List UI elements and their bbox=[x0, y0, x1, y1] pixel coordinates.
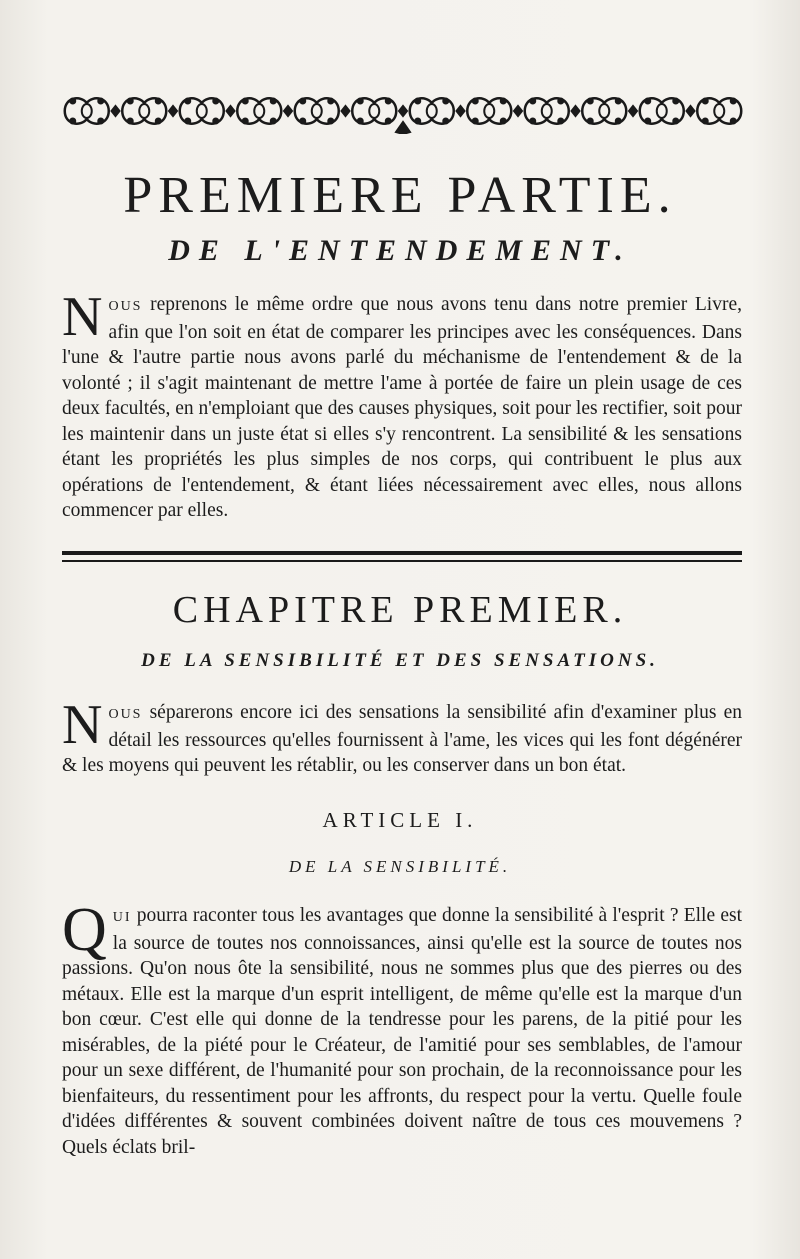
part-subtitle: DE L'ENTENDEMENT. bbox=[168, 234, 632, 267]
center-pendant bbox=[396, 122, 410, 134]
lead-word: UI bbox=[112, 910, 132, 925]
fleuron-motif bbox=[467, 98, 522, 123]
article-subtitle: DE LA SENSIBILITÉ. bbox=[288, 857, 512, 876]
drop-capital: Q bbox=[62, 896, 107, 964]
fleuron-motif bbox=[697, 98, 741, 123]
chapter-paragraph bbox=[62, 694, 742, 779]
chapter-title: CHAPITRE PREMIER. bbox=[172, 589, 628, 631]
fleuron-motif bbox=[122, 98, 177, 123]
thin-rule bbox=[62, 560, 742, 562]
paragraph-text: séparerons encore ici des sensations la sensibilité afin d'examiner plus en détail les ressources qu'elles fournissent à l'ame, les vices qui les font dégénérer & les moyens qui peuvent les rétablir, ou les conserver dans un bon état. bbox=[62, 702, 742, 776]
drop-capital: N bbox=[62, 286, 103, 348]
fleuron-motif bbox=[180, 98, 235, 123]
fleuron-motif bbox=[295, 98, 350, 123]
chapter-subtitle: DE LA SENSIBILITÉ ET DES SENSATIONS. bbox=[141, 650, 659, 671]
drop-capital: N bbox=[62, 694, 103, 756]
article-title: ARTICLE I. bbox=[322, 808, 478, 832]
lead-word: OUS bbox=[108, 299, 143, 314]
article-paragraph bbox=[62, 896, 742, 1160]
lead-word: OUS bbox=[108, 707, 143, 722]
fleuron-motif bbox=[640, 98, 695, 123]
fleuron-motif bbox=[582, 98, 637, 123]
paragraph-text: reprenons le même ordre que nous avons tenu dans notre premier Livre, afin que l'on soit en état de comparer les principes avec les conséquences. Dans l'une & l'autre partie nous avons parlé du méchanisme de l'entendement & de la volonté ; il s'agit maintenant de mettre l'ame à portée de faire un plein usage de ces deux facultés, en n'emploiant que des causes physiques, soit pour les rectifier, soit pour les maintenir dans un juste état si elles s'y rencontrent. La sensibilité & les sensations étant les propriétés les plus simples de nos corps, qui contribuent le plus aux opérations de l'entendement, & étant liées nécessairement avec elles, nous allons commencer par elles. bbox=[62, 294, 742, 521]
fleuron-ornament-band bbox=[58, 88, 748, 134]
fleuron-motif bbox=[65, 98, 120, 123]
fleuron-motif bbox=[237, 98, 292, 123]
part-title: PREMIERE PARTIE. bbox=[123, 167, 677, 224]
fleuron-motif bbox=[352, 98, 407, 123]
fleuron-motif bbox=[525, 98, 580, 123]
paragraph-text: pourra raconter tous les avantages que donne la sensibilité à l'esprit ? Elle est la source de toutes nos connoissances, ainsi qu'elle est la source de toutes nos passions. Qu'on nous ôte la sensibilité, nous ne sommes plus que des pierres ou des métaux. Elle est la marque d'un esprit intelligent, de même qu'elle est la marque d'un bon cœur. C'est elle qui donne de la tendresse pour les parens, de la pitié pour les misérables, de la piété pour le Créateur, de l'amitié pour ses semblables, de l'amour pour un sexe différent, de l'humanité pour son prochain, de la reconnoissance pour les bienfaiteurs, du ressentiment pour les affronts, du respect pour la vertu. Quelle foule d'idées différentes & souvent combinées doivent naître de tous ces mouvemens ? Quels éclats bril- bbox=[62, 905, 742, 1158]
thick-rule bbox=[62, 551, 742, 555]
fleuron-motif bbox=[410, 98, 465, 123]
intro-paragraph bbox=[62, 286, 742, 524]
